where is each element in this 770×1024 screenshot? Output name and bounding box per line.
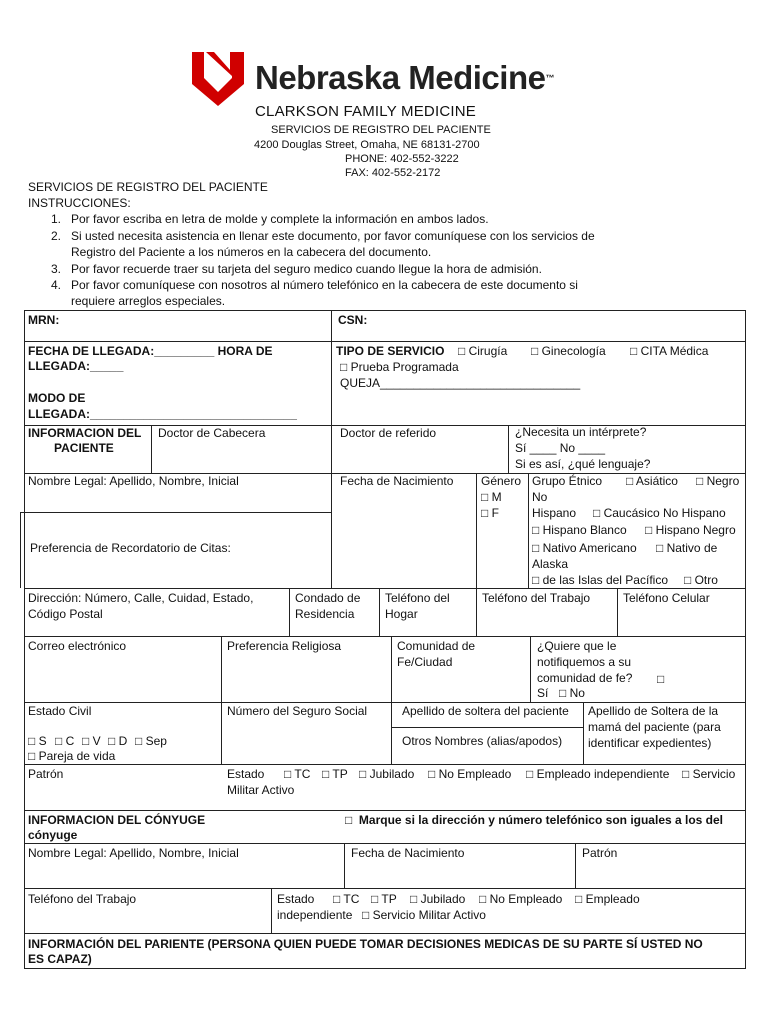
employer-label: Patrón <box>28 767 64 781</box>
notify-question-2: notifiquemos a su <box>537 655 632 669</box>
checkbox-icon[interactable]: □ <box>135 734 143 748</box>
patient-info-heading-2: PACIENTE <box>54 441 114 455</box>
service-gynecology-option[interactable]: □ Ginecología <box>531 344 606 358</box>
appointment-reminder-label: Preferencia de Recordatorio de Citas: <box>30 541 231 555</box>
checkbox-icon[interactable]: □ <box>532 523 540 537</box>
header-phone: PHONE: 402-552-3222 <box>345 153 459 165</box>
marital-separated-option[interactable]: □ Sep <box>135 734 167 748</box>
instruction-text: Por favor escriba en letra de molde y complete la información en ambos lados. <box>71 212 489 226</box>
checkbox-icon[interactable]: □ <box>359 767 367 781</box>
instruction-number: 3. <box>51 262 62 276</box>
marital-married-option[interactable]: □ C <box>55 734 75 748</box>
legal-name-label: Nombre Legal: Apellido, Nombre, Inicial <box>28 474 239 488</box>
hispanic-label: Hispano <box>532 506 577 520</box>
instructions-label: INSTRUCCIONES: <box>28 196 131 210</box>
referring-doctor-label: Doctor de referido <box>340 426 437 440</box>
ethnic-group-label: Grupo Étnico <box>532 474 603 488</box>
work-phone-label: Teléfono del Trabajo <box>482 591 591 605</box>
arrival-mode-label: MODO DE <box>28 391 86 405</box>
arrival-date-label: FECHA DE LLEGADA:_________ HORA DE <box>28 344 273 358</box>
ssn-label: Número del Seguro Social <box>227 704 368 718</box>
instruction-text: Si usted necesita asistencia en llenar este documento, por favor comuníquese con los servicios de <box>71 229 595 243</box>
service-surgery-option[interactable]: □ Cirugía <box>458 344 508 358</box>
dob-label: Fecha de Nacimiento <box>340 474 454 488</box>
spouse-status-parttime-option[interactable]: □ TP <box>371 892 397 906</box>
header-fax: FAX: 402-552-2172 <box>345 167 441 179</box>
cell-phone-label: Teléfono Celular <box>623 591 710 605</box>
checkbox-icon[interactable]: □ <box>532 573 540 587</box>
checkbox-icon[interactable]: □ <box>481 490 489 504</box>
clinic-name: CLARKSON FAMILY MEDICINE <box>255 103 476 120</box>
instruction-text: Registro del Paciente a los números en la cabecera del documento. <box>71 245 432 259</box>
spouse-status-self-employed-option[interactable]: □ Empleado <box>575 892 640 906</box>
marital-widowed-option[interactable]: □ V <box>82 734 101 748</box>
interpreter-question: ¿Necesita un intérprete? <box>515 425 647 439</box>
checkbox-icon[interactable]: □ <box>645 523 653 537</box>
relative-info-heading: INFORMACIÓN DEL PARIENTE (PERSONA QUIEN PUEDE TOMAR DECISIONES MEDICAS DE SU PARTE SÍ USTED NO <box>28 937 703 951</box>
instruction-text: requiere arreglos especiales. <box>71 294 226 308</box>
status-self-employed-option[interactable]: □ Empleado independiente <box>526 767 670 781</box>
checkbox-icon[interactable]: □ <box>82 734 90 748</box>
checkbox-icon[interactable]: □ <box>108 734 116 748</box>
hispanic-black-option[interactable]: □ Hispano Negro <box>645 523 736 537</box>
status-military-label-2: Militar Activo <box>227 783 295 797</box>
checkbox-icon[interactable]: □ <box>526 767 534 781</box>
address-label: Dirección: Número, Calle, Cuidad, Estado, <box>28 591 254 605</box>
service-scheduled-test-option[interactable]: □ Prueba Programada <box>340 360 459 374</box>
checkbox-icon[interactable]: □ <box>575 892 583 906</box>
spouse-status-label: Estado <box>277 892 315 906</box>
gender-female-option[interactable]: □ F <box>481 506 499 520</box>
arrival-time-label: LLEGADA:_____ <box>28 359 124 373</box>
spouse-dob-label: Fecha de Nacimiento <box>351 846 465 860</box>
address-label-2: Código Postal <box>28 607 103 621</box>
header-service: SERVICIOS DE REGISTRO DEL PACIENTE <box>271 124 491 136</box>
native-alaska-option[interactable]: □ Nativo de <box>656 541 718 555</box>
checkbox-icon[interactable]: □ <box>532 541 540 555</box>
spouse-work-phone-label: Teléfono del Trabajo <box>28 892 137 906</box>
status-unemployed-option[interactable]: □ No Empleado <box>428 767 512 781</box>
spouse-employer-label: Patrón <box>582 846 618 860</box>
checkbox-icon[interactable]: □ <box>626 474 634 488</box>
notify-question: ¿Quiere que le <box>537 639 617 653</box>
maiden-name-label: Apellido de soltera del paciente <box>402 704 569 718</box>
checkbox-icon[interactable]: □ <box>481 506 489 520</box>
checkbox-icon[interactable]: □ <box>428 767 436 781</box>
mother-maiden-label: Apellido de Soltera de la <box>588 704 719 718</box>
checkbox-icon[interactable]: □ <box>458 344 466 358</box>
native-american-option[interactable]: □ Nativo Americano <box>532 541 637 555</box>
checkbox-icon[interactable]: □ <box>371 892 379 906</box>
spouse-name-label: Nombre Legal: Apellido, Nombre, Inicial <box>28 846 239 860</box>
spouse-status-unemployed-option[interactable]: □ No Empleado <box>479 892 563 906</box>
status-retired-option[interactable]: □ Jubilado <box>359 767 415 781</box>
domestic-partner-option[interactable]: □ Pareja de vida <box>28 749 116 763</box>
instruction-text: Por favor comuníquese con nosotros al número telefónico en la cabecera de este documento si <box>71 278 578 292</box>
checkbox-icon[interactable]: □ <box>284 767 292 781</box>
alaska-label: Alaska <box>532 557 569 571</box>
checkbox-icon[interactable]: □ <box>657 672 665 686</box>
status-fulltime-option[interactable]: □ TC <box>284 767 311 781</box>
patient-info-heading: INFORMACION DEL <box>28 426 142 440</box>
marital-divorced-option[interactable]: □ D <box>108 734 128 748</box>
nebraska-medicine-logo-icon <box>192 52 244 106</box>
status-parttime-option[interactable]: □ TP <box>322 767 348 781</box>
same-address-checkbox[interactable]: □ Marque si la dirección y número telefónico son iguales a los del <box>345 813 724 827</box>
status-military-option[interactable]: □ Servicio <box>682 767 736 781</box>
relative-info-heading-2: ES CAPAZ) <box>28 952 92 966</box>
checkbox-icon[interactable]: □ <box>682 767 690 781</box>
mother-maiden-label-3: identificar expedientes) <box>588 736 712 750</box>
aliases-label: Otros Nombres (alias/apodos) <box>402 734 563 748</box>
spouse-status-fulltime-option[interactable]: □ TC <box>333 892 360 906</box>
home-phone-label: Teléfono del <box>385 591 450 605</box>
spouse-info-heading: INFORMACION DEL CÓNYUGE <box>28 813 206 827</box>
notify-yes-option: Sí <box>537 686 549 700</box>
header-address: 4200 Douglas Street, Omaha, NE 68131-2700 <box>254 139 480 151</box>
interpreter-language: Si es así, ¿qué lenguaje? <box>515 457 651 471</box>
notify-no-option[interactable]: □ No <box>559 686 585 700</box>
gender-label: Género <box>481 474 522 488</box>
pacific-islander-option[interactable]: □ de las Islas del Pacífico <box>532 573 668 587</box>
marital-status-label: Estado Civil <box>28 704 92 718</box>
checkbox-icon[interactable]: □ <box>696 474 704 488</box>
checkbox-icon[interactable]: □ <box>559 686 567 700</box>
home-phone-label-2: Hogar <box>385 607 418 621</box>
checkbox-icon[interactable]: □ <box>479 892 487 906</box>
county-label: Condado de <box>295 591 361 605</box>
spouse-status-retired-option[interactable]: □ Jubilado <box>410 892 466 906</box>
marital-single-option[interactable]: □ S <box>28 734 47 748</box>
checkbox-icon[interactable]: □ <box>630 344 638 358</box>
csn-label: CSN: <box>338 313 368 327</box>
faith-community-label-2: Fe/Ciudad <box>397 655 453 669</box>
black-option[interactable]: □ Negro <box>696 474 740 488</box>
intro-title: SERVICIOS DE REGISTRO DEL PACIENTE <box>28 180 268 194</box>
checkbox-icon[interactable]: □ <box>345 813 353 827</box>
checkbox-icon[interactable]: □ <box>684 573 692 587</box>
gender-male-option[interactable]: □ M <box>481 490 502 504</box>
hispanic-white-option[interactable]: □ Hispano Blanco <box>532 523 627 537</box>
checkbox-icon[interactable]: □ <box>531 344 539 358</box>
checkbox-icon[interactable]: □ <box>55 734 63 748</box>
complaint-field[interactable]: QUEJA______________________________ <box>340 376 581 390</box>
spouse-status-military-option[interactable]: □ Servicio Militar Activo <box>362 908 486 922</box>
faith-community-label: Comunidad de <box>397 639 476 653</box>
checkbox-icon[interactable]: □ <box>28 734 36 748</box>
email-label: Correo electrónico <box>28 639 127 653</box>
checkbox-icon[interactable]: □ <box>340 360 348 374</box>
instruction-number: 1. <box>51 212 62 226</box>
checkbox-icon[interactable]: □ <box>593 506 601 520</box>
checkbox-icon[interactable]: □ <box>333 892 341 906</box>
mrn-label: MRN: <box>28 313 60 327</box>
spouse-info-heading-2: cónyuge <box>28 828 78 842</box>
mother-maiden-label-2: mamá del paciente (para <box>588 720 721 734</box>
checkbox-icon[interactable]: □ <box>322 767 330 781</box>
other-ethnicity-option[interactable]: □ Otro <box>684 573 718 587</box>
notify-question-3: comunidad de fe? <box>537 671 633 685</box>
primary-doctor-label: Doctor de Cabecera <box>158 426 266 440</box>
instruction-number: 4. <box>51 278 62 292</box>
no-hispanic-label: No <box>532 490 548 504</box>
arrival-mode-field[interactable]: LLEGADA:_______________________________ <box>28 407 297 421</box>
interpreter-yes-no[interactable]: Sí ____ No ____ <box>515 441 606 455</box>
spouse-status-independent-label: independiente <box>277 908 353 922</box>
religion-label: Preferencia Religiosa <box>227 639 342 653</box>
service-type-label: TIPO DE SERVICIO <box>336 344 445 358</box>
checkbox-icon[interactable]: □ <box>28 749 36 763</box>
instruction-number: 2. <box>51 229 62 243</box>
checkbox-icon[interactable]: □ <box>362 908 370 922</box>
county-label-2: Residencia <box>295 607 355 621</box>
brand-name: Nebraska Medicine™ <box>255 59 554 96</box>
employment-status-label: Estado <box>227 767 265 781</box>
asian-option[interactable]: □ Asiático <box>626 474 678 488</box>
service-appointment-option[interactable]: □ CITA Médica <box>630 344 709 358</box>
checkbox-icon[interactable]: □ <box>656 541 664 555</box>
instruction-text: Por favor recuerde traer su tarjeta del seguro medico cuando llegue la hora de admisión. <box>71 262 542 276</box>
caucasian-option[interactable]: □ Caucásico No Hispano <box>593 506 726 520</box>
checkbox-icon[interactable]: □ <box>410 892 418 906</box>
